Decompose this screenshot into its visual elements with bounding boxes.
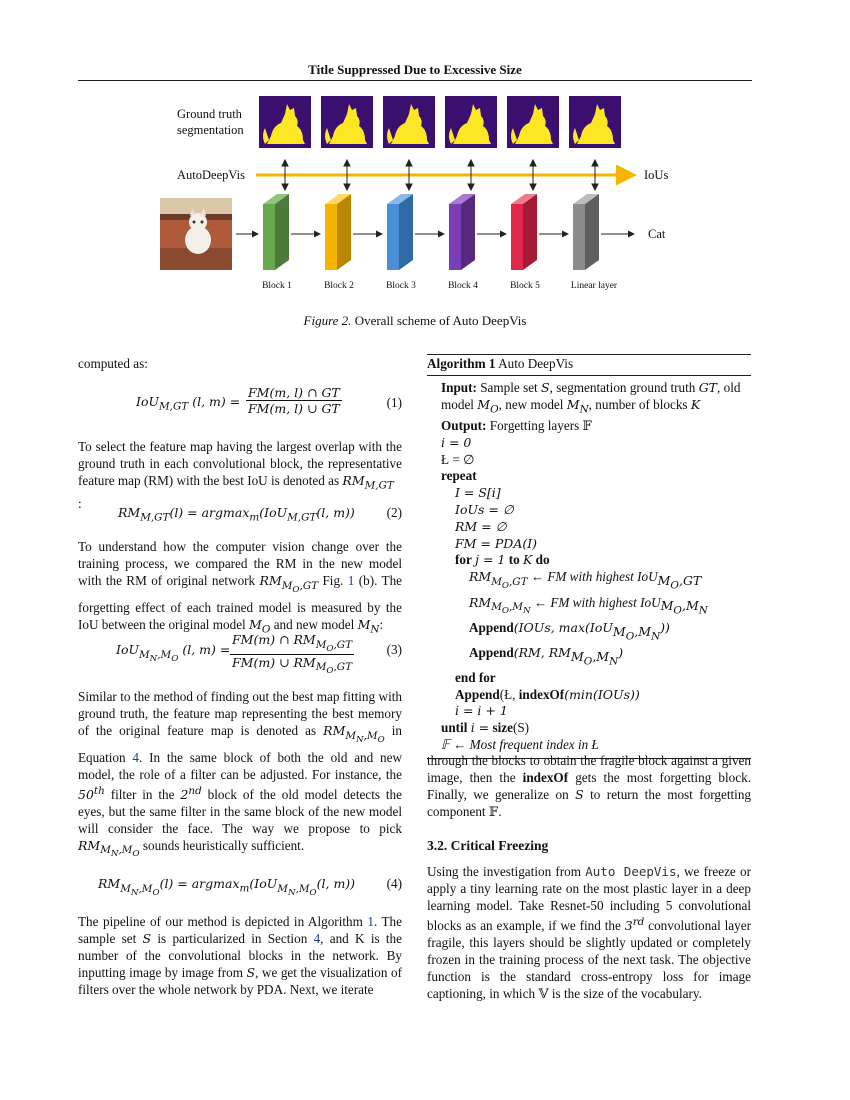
eq-4-link[interactable]: 4 — [132, 749, 139, 765]
figure-caption — [78, 313, 752, 329]
algorithm-title: Algorithm 1 Auto DeepVis — [427, 354, 751, 376]
segmentation-map-3 — [383, 96, 435, 148]
segmentation-map-1 — [259, 96, 311, 148]
segmentation-map-4 — [445, 96, 497, 148]
segmentation-map-2 — [321, 96, 373, 148]
eq1-lhs-args: (l, m) = — [192, 394, 241, 409]
eq4-number: (4) — [386, 876, 402, 891]
block-label-1: Block 1 — [262, 281, 292, 291]
blocks — [263, 194, 634, 270]
right-p2: Using the investigation from Auto DeepVis, we freeze or apply a tiny learning rate on the most plastic layer in a deep learning model. Take Resnet-50 including 5 convolutional blocks as an example, if we find the 3rd convolutional layer fragile, this layers should be slightly updated or completely frozen in the training process of the next task. The objective function is the standard cross-entropy loss for image captioning, in which 𝕍 is the size of the vocabulary. — [427, 864, 751, 1002]
figure-caption-prefix: Figure 2. — [303, 313, 352, 328]
left-p1: To select the feature map having the largest overlap with the ground truth in each convolutional block, the representative feature map (RM) with the best IoU is denoted as $RM_{M,GT}$ : — [78, 439, 402, 511]
left-p2: To understand how the computer vision change over the training process, we compared the RM in the new model with the RM of original network $RM_{M_O,GT}$ Fig. 1 (b). The forgetting effect of each trained model is measured by the IoU between the original model $M_O$ and new model $M_N$: — [78, 539, 403, 636]
gt-label-line1: Ground truth — [177, 107, 242, 121]
eq3-number: (3) — [386, 642, 402, 657]
eq2-number: (2) — [386, 505, 402, 520]
right-p1: through the blocks to obtain the fragile block against a given image, then the indexOf gets the most forgetting block. Finally, we generalize on S to return the most forgetting component 𝔽. — [427, 753, 752, 819]
eq1-lhs: IoU — [136, 394, 159, 409]
algorithm-1-link[interactable]: 1 — [367, 914, 374, 929]
segmentation-map-6 — [569, 96, 621, 148]
fig-1-link[interactable]: 1 — [347, 573, 355, 588]
eq1-denominator: FM(m, l) ∪ GT — [248, 401, 340, 416]
block-label-2: Block 2 — [324, 281, 354, 291]
gt-label-line2: segmentation — [177, 123, 244, 137]
section-4-link[interactable]: 4 — [313, 931, 321, 946]
eq1-number: (1) — [386, 395, 402, 410]
header-rule — [78, 80, 752, 81]
input-image — [160, 198, 232, 270]
left-p3: Similar to the method of finding out the best map fitting with ground truth, the feature map representing the best memory of the original feature map is denoted as $RM_{M_N,M_O}$ in Equation 4. In the same block of both the old and new model, the role of a filter can be adjusted. For instance, the 50th filter in the 2nd block of the old model detects the eyes, but the same filter in the same block of the new model will consider the face. The way we propose to pick $RM_{M_N,M_O}$ sounds heuristically sufficient. — [78, 689, 403, 860]
segmentation-maps — [259, 96, 621, 148]
eq1-lhs-sub: M,GT — [159, 400, 189, 413]
equation-1 — [78, 383, 402, 423]
ious-label: IoUs — [644, 168, 669, 182]
running-header: Title Suppressed Due to Excessive Size — [308, 62, 522, 77]
section-heading: 3.2. Critical Freezing — [427, 838, 549, 853]
output-label: Cat — [648, 227, 666, 241]
equation-2: $RM_{M,GT}(l) = argmax_m(IoU_{M,GT}(l$, m)) (2) — [118, 505, 402, 524]
autodeepvis-label: AutoDeepVis — [177, 168, 245, 182]
block-label-5: Block 5 — [510, 281, 540, 291]
algorithm-body: Input: Sample set S, segmentation ground truth GT, old model $M_O$, new model $M_N$, number of blocks K Output: Forgetting layers 𝔽 i = 0 Ł = ∅ repeat I = S[i] IoUs = ∅ RM = ∅ FM = PDA(I) for j = 1 to K do $RM_{M_O,GT}$ ← FM with highest IoU$_{M_O,GT}$ $RM_{M_O,M_N}$ ← FM with highest IoU$_{M_O,M_N}$ Append(IOUs, max(IoU$_{M_O,M_N}$)) Append(RM, $RM_{M_O,M_N}$) end for Append(Ł, indexOf(min(IOUs)) i = i + 1 until i = size(S) 𝔽 ← Most frequent index in Ł — [427, 376, 751, 759]
figure-caption-text: Overall scheme of Auto DeepVis — [354, 313, 527, 328]
eq1-numerator: FM(m, l) ∩ GT — [248, 385, 340, 400]
segmentation-map-5 — [507, 96, 559, 148]
equation-4: $RM_{M_N,M_O}(l) = argmax_m(IoU_{M_N,M_O}(l$, m)) (4) — [98, 876, 402, 898]
figure-2 — [78, 88, 752, 306]
block-label-linear: Linear layer — [570, 281, 618, 291]
equation-3: IoU$_{M_N,M_O}$ (l, m) = FM(m) ∩ $RM_{M_O,GT}$ FM(m) ∪ $RM_{M_O,GT}$ (3) — [116, 632, 402, 677]
block-label-3: Block 3 — [386, 281, 416, 291]
block-label-4: Block 4 — [448, 281, 478, 291]
left-p0: computed as: — [78, 356, 148, 371]
algorithm-1 — [427, 354, 751, 759]
left-p4: The pipeline of our method is depicted in Algorithm 1. The sample set S is particularized in Section 4, and K is the number of the convolutional blocks in the network. By inputting image by image from S, we get the visualization of filters over the whole network by PDA. Next, we iterate — [78, 914, 403, 997]
